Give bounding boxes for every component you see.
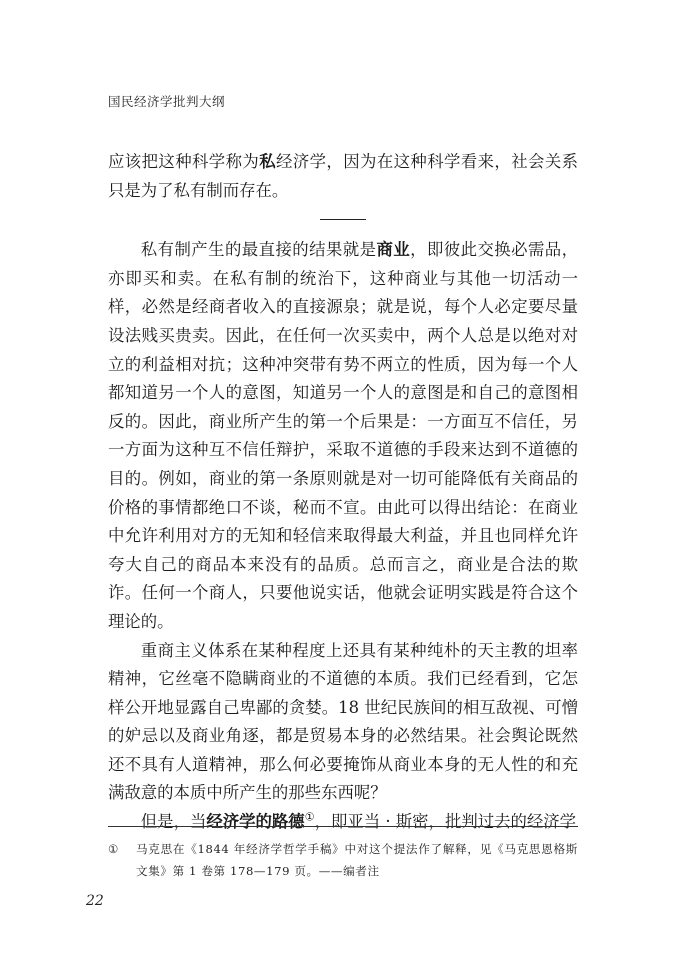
paragraph-2-text: 私有制产生的最直接的结果就是	[140, 240, 377, 260]
footnote	[108, 838, 578, 882]
section-divider	[320, 219, 366, 220]
paragraph-2	[108, 236, 578, 636]
paragraph-2-text-end: ，即彼此交换必需品，亦即买和卖。在私有制的统治下，这种商业与其他一切活动一样，必然是经商者收入的直接源泉；就是说，每个人必定要尽量设法贱买贵卖。因此，在任何一次买卖中，两个人总是以绝对对立的利益相对抗；这种冲突带有势不两立的性质，因为每一个人都知道另一个人的意图，知道另一个人的意图是和自己的意图相反的。因此，商业所产生的第一个后果是：一方面互不信任，另一方面为这种互不信任辩护，采取不道德的手段来达到不道德的目的。例如，商业的第一条原则就是对一切可能降低有关商品的价格的事情都绝口不谈，秘而不宣。由此可以得出结论：在商业中允许利用对方的无知和轻信来取得最大利益，并且也同样允许夸大自己的商品本来没有的品质。总而言之，商业是合法的欺诈。任何一个商人，只要他说实话，他就会证明实践是符合这个理论的。	[108, 240, 579, 631]
body-text	[108, 148, 578, 837]
page-number: 22	[86, 893, 104, 909]
footnote-text: 马克思在《1844 年经济学哲学手稿》中对这个提法作了解释，见《马克思恩格斯文集》第 1 卷第 178—179 页。——编者注	[136, 842, 578, 878]
emphasis-commerce: 商业	[376, 240, 411, 260]
paragraph-4-text-end: ，即亚当 · 斯密，批判过去的经济学	[314, 812, 577, 832]
paragraph-1	[108, 148, 578, 205]
paragraph-4	[108, 808, 578, 837]
emphasis-private: 私	[259, 152, 277, 171]
paragraph-1-text-end: 经济学，因为在这种科学看来，社会关系只是为了私有制而存在。	[108, 152, 579, 200]
paragraph-3: 重商主义体系在某种程度上还具有某种纯朴的天主教的坦率精神，它丝毫不隐瞒商业的不道德的本质。我们已经看到，它怎样公开地显露自己卑鄙的贪婪。18 世纪民族间的相互敌视、可憎的妒忌以及商业角逐，都是贸易本身的必然结果。社会舆论既然还不具有人道精神，那么何必要掩饰从商业本身的无人性的和充满敌意的本质中所产生的那些东西呢？	[108, 640, 578, 803]
running-head: 国民经济学批判大纲	[108, 94, 226, 109]
emphasis-luther-of-economics: 经济学的路德	[206, 812, 305, 832]
footnote-separator	[108, 826, 578, 827]
footnote-number: ①	[108, 842, 119, 856]
paragraph-1-text: 应该把这种科学称为	[108, 152, 260, 171]
paragraph-4-text: 但是，当	[140, 812, 207, 832]
footnote-reference[interactable]: ①	[304, 810, 315, 824]
